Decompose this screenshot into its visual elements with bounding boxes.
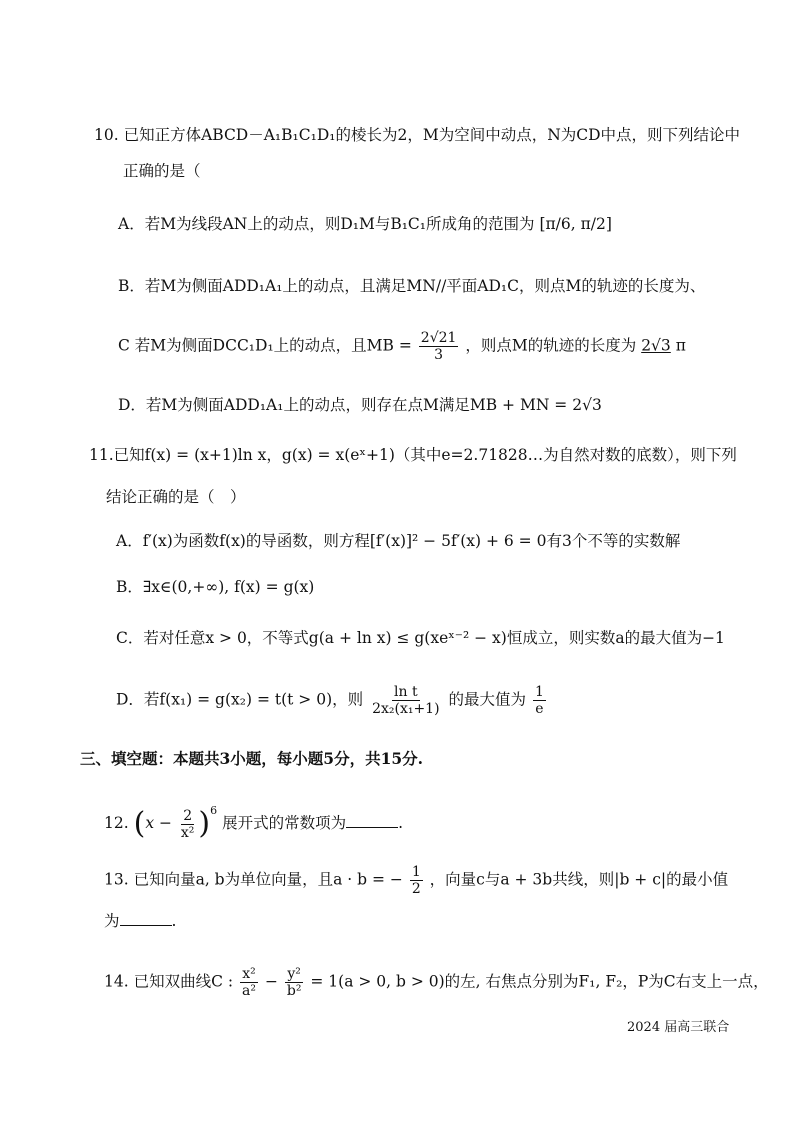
q13-post: ，向量c与a + 3b共线，则|b + c|的最小值	[429, 870, 729, 889]
q12-answer-blank[interactable]	[346, 813, 398, 828]
q10-option-a-range: [π/6, π/2]	[539, 215, 612, 233]
section-3-heading: 三、填空题：本题共3小题，每小题5分，共15分.	[80, 749, 424, 768]
q10-option-a	[118, 213, 612, 235]
q13-fraction	[410, 864, 423, 897]
q14-minus: −	[264, 972, 278, 991]
q14-pre: 14. 已知双曲线C :	[104, 972, 234, 991]
q13-pre: 13. 已知向量a, b为单位向量，且a · b = −	[104, 870, 403, 889]
q13	[104, 864, 728, 897]
q10-option-d: D．若M为侧面ADD₁A₁上的动点，则存在点M满足MB + MN = 2√3	[118, 396, 602, 414]
q10-option-c-frac-num: 2√21	[420, 330, 457, 346]
q10-option-c-pre: C 若M为侧面DCC₁D₁上的动点，且MB =	[118, 336, 412, 355]
q11-option-d-frac-num: ln t	[394, 684, 418, 700]
q10-option-b: B．若M为侧面ADD₁A₁上的动点，且满足MN//平面AD₁C，则点M的轨迹的长度为、	[118, 277, 706, 295]
q10-option-c	[118, 330, 686, 363]
q11-option-d-ans-num: 1	[534, 684, 544, 700]
q12-fraction	[179, 808, 197, 841]
q11-option-d-ans-den: e	[535, 701, 544, 717]
q11-stem-line1: 11.已知f(x) = (x+1)ln x，g(x) = x(eˣ+1)（其中e=2.71828…为自然对数的底数），则下列	[89, 446, 737, 464]
q12-exponent: 6	[210, 804, 218, 817]
q10-stem-line2: 正确的是（	[123, 162, 201, 180]
q10-option-a-text: A．若M为线段AN上的动点，则D₁M与B₁C₁所成角的范围为	[118, 215, 535, 233]
q14-f2-num: y²	[287, 966, 301, 982]
page-footer: 2024 届高三联合	[627, 1020, 730, 1035]
q14	[104, 966, 769, 999]
q12-left-paren: (	[133, 806, 146, 841]
q13-line2	[104, 910, 176, 932]
q13-end: .	[171, 912, 177, 930]
q12-expr-x: x −	[145, 814, 172, 832]
q11-option-d-fraction	[370, 684, 441, 717]
q10-option-c-post: ，则点M的轨迹的长度为	[465, 336, 637, 355]
q12-number: 12.	[104, 814, 129, 832]
q12-frac-den: x²	[180, 824, 195, 841]
q12	[104, 800, 403, 841]
q12-frac-num: 2	[183, 807, 193, 824]
q11-stem-line2: 结论正确的是（ ）	[106, 488, 246, 506]
q14-fraction-1	[240, 966, 258, 999]
q14-fraction-2	[285, 966, 304, 999]
q10-option-c-pi: π	[675, 336, 686, 355]
q10-option-c-fraction	[419, 330, 459, 363]
q13-frac-den: 2	[411, 881, 421, 897]
q11-option-d	[116, 684, 548, 717]
q12-text: 展开式的常数项为	[222, 814, 347, 832]
q13-answer-blank[interactable]	[120, 911, 172, 926]
q10-option-c-frac-den: 3	[434, 347, 444, 363]
q13-line2-text: 为	[104, 912, 120, 930]
q12-end: .	[398, 814, 404, 832]
q10-option-c-answer: 2√3	[641, 336, 671, 355]
q14-f2-den: b²	[286, 983, 302, 999]
q14-f1-num: x²	[242, 966, 256, 982]
q11-option-b: B．∃x∈(0,+∞), f(x) = g(x)	[116, 578, 315, 596]
q12-right-paren: )	[198, 806, 211, 841]
q10-stem-line1: 10. 已知正方体ABCD－A₁B₁C₁D₁的棱长为2，M为空间中动点，N为CD中点，则下列结论中	[94, 126, 741, 144]
q13-frac-num: 1	[411, 864, 421, 880]
q11-option-a: A．f′(x)为函数f(x)的导函数，则方程[f′(x)]² − 5f′(x) + 6 = 0有3个不等的实数解	[116, 532, 681, 550]
q11-option-c: C．若对任意x > 0，不等式g(a + ln x) ≤ g(xeˣ⁻² − x)恒成立，则实数a的最大值为−1	[116, 629, 725, 647]
q11-option-d-frac-den: 2x₂(x₁+1)	[372, 701, 440, 717]
q11-option-d-pre: D．若f(x₁) = g(x₂) = t(t > 0)，则	[116, 690, 364, 709]
q14-post: = 1(a > 0, b > 0)的左, 右焦点分别为F₁, F₂，P为C右支上一点，	[310, 972, 769, 991]
q11-option-d-mid: 的最大值为	[448, 690, 526, 709]
q11-option-d-answer	[533, 684, 546, 717]
q14-f1-den: a²	[242, 983, 256, 999]
